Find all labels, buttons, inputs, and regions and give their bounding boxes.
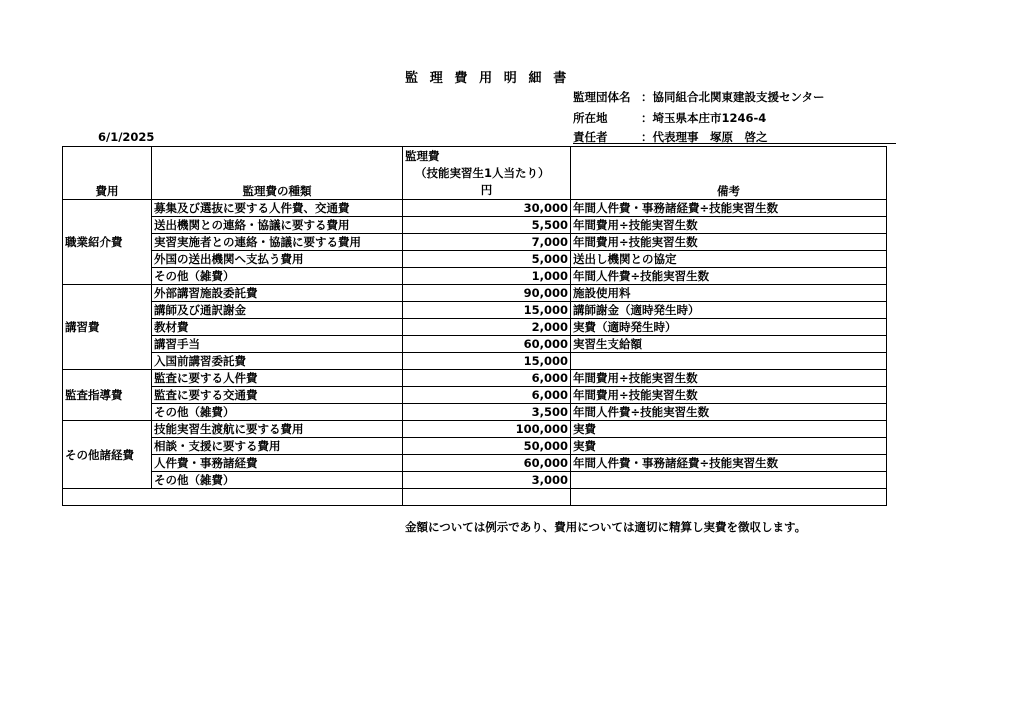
org-manager-value: ：代表理事 塚原 啓之 — [641, 130, 768, 144]
document-title: 監理費用明細書 — [405, 71, 578, 86]
item-cell: その他（雑費） — [152, 268, 403, 285]
org-name-value: ：協同組合北関東建設支援センター — [641, 90, 825, 104]
amount-cell: 60,000 — [403, 336, 571, 353]
table-row — [63, 421, 887, 438]
org-address-line — [573, 110, 766, 126]
note-cell: 年間人件費・事務諸経費÷技能実習生数 — [571, 200, 887, 217]
category-cell: 職業紹介費 — [63, 200, 152, 285]
item-cell: 外部講習施設委託費 — [152, 285, 403, 302]
header-amount — [403, 147, 571, 200]
table-row — [63, 268, 887, 285]
amount-cell: 100,000 — [403, 421, 571, 438]
header-amount-line2: （技能実習生1人当たり） — [415, 166, 550, 180]
item-cell: その他（雑費） — [152, 404, 403, 421]
table-row — [63, 404, 887, 421]
header-item: 監理費の種類 — [152, 147, 403, 200]
table-row — [63, 438, 887, 455]
note-cell: 実費 — [571, 438, 887, 455]
table-header-row — [63, 147, 887, 200]
item-cell: 講習手当 — [152, 336, 403, 353]
header-amount-line3: 円 — [480, 183, 493, 197]
item-cell: その他（雑費） — [152, 472, 403, 489]
table-row — [63, 472, 887, 489]
note-cell: 年間費用÷技能実習生数 — [571, 370, 887, 387]
header-category: 費用 — [63, 147, 152, 200]
item-cell: 講師及び通訳謝金 — [152, 302, 403, 319]
amount-cell: 90,000 — [403, 285, 571, 302]
category-cell: その他諸経費 — [63, 421, 152, 489]
org-manager-label: 責任者 — [573, 130, 608, 144]
table-row — [63, 370, 887, 387]
amount-cell: 5,000 — [403, 251, 571, 268]
table-row — [63, 387, 887, 404]
item-cell: 教材費 — [152, 319, 403, 336]
note-cell: 年間人件費÷技能実習生数 — [571, 404, 887, 421]
empty-cell — [571, 489, 887, 506]
amount-cell: 3,500 — [403, 404, 571, 421]
table-row — [63, 319, 887, 336]
note-cell: 年間費用÷技能実習生数 — [571, 387, 887, 404]
footer-note: 金額については例示であり、費用については適切に精算し実費を徴収します。 — [405, 520, 807, 534]
item-cell: 相談・支援に要する費用 — [152, 438, 403, 455]
amount-cell: 1,000 — [403, 268, 571, 285]
amount-cell: 15,000 — [403, 353, 571, 370]
category-cell: 講習費 — [63, 285, 152, 370]
table-row — [63, 285, 887, 302]
org-address-value: ：埼玉県本庄市1246-4 — [641, 111, 767, 125]
note-cell — [571, 353, 887, 370]
note-cell: 講師謝金（適時発生時） — [571, 302, 887, 319]
empty-row — [63, 489, 887, 506]
item-cell: 送出機関との連絡・協議に要する費用 — [152, 217, 403, 234]
note-cell: 年間人件費÷技能実習生数 — [571, 268, 887, 285]
item-cell: 外国の送出機関へ支払う費用 — [152, 251, 403, 268]
amount-cell: 30,000 — [403, 200, 571, 217]
note-cell: 実費（適時発生時） — [571, 319, 887, 336]
note-cell — [571, 472, 887, 489]
note-cell: 送出し機関との協定 — [571, 251, 887, 268]
empty-cell — [63, 489, 403, 506]
amount-cell: 5,500 — [403, 217, 571, 234]
amount-cell: 50,000 — [403, 438, 571, 455]
note-cell: 年間費用÷技能実習生数 — [571, 217, 887, 234]
note-cell: 実費 — [571, 421, 887, 438]
table-row — [63, 353, 887, 370]
org-address-label: 所在地 — [573, 111, 608, 125]
org-name-line — [573, 89, 825, 105]
item-cell: 技能実習生渡航に要する費用 — [152, 421, 403, 438]
table-row — [63, 217, 887, 234]
table-row — [63, 455, 887, 472]
note-cell: 年間費用÷技能実習生数 — [571, 234, 887, 251]
table-row — [63, 302, 887, 319]
table-row — [63, 200, 887, 217]
table-row — [63, 234, 887, 251]
note-cell: 施設使用料 — [571, 285, 887, 302]
amount-cell: 15,000 — [403, 302, 571, 319]
note-cell: 実習生支給額 — [571, 336, 887, 353]
amount-cell: 6,000 — [403, 370, 571, 387]
table-row — [63, 336, 887, 353]
item-cell: 入国前講習委託費 — [152, 353, 403, 370]
item-cell: 実習実施者との連絡・協議に要する費用 — [152, 234, 403, 251]
amount-cell: 2,000 — [403, 319, 571, 336]
cost-table — [62, 146, 887, 506]
amount-cell: 60,000 — [403, 455, 571, 472]
org-name-label: 監理団体名 — [573, 90, 631, 104]
amount-cell: 6,000 — [403, 387, 571, 404]
header-amount-line1: 監理費 — [405, 149, 440, 163]
empty-cell — [403, 489, 571, 506]
amount-cell: 7,000 — [403, 234, 571, 251]
header-note: 備考 — [571, 147, 887, 200]
document-date: 6/1/2025 — [98, 130, 155, 144]
header-underline — [573, 143, 896, 144]
item-cell: 人件費・事務諸経費 — [152, 455, 403, 472]
category-cell: 監査指導費 — [63, 370, 152, 421]
note-cell: 年間人件費・事務諸経費÷技能実習生数 — [571, 455, 887, 472]
item-cell: 募集及び選抜に要する人件費、交通費 — [152, 200, 403, 217]
amount-cell: 3,000 — [403, 472, 571, 489]
item-cell: 監査に要する人件費 — [152, 370, 403, 387]
table-row — [63, 251, 887, 268]
item-cell: 監査に要する交通費 — [152, 387, 403, 404]
